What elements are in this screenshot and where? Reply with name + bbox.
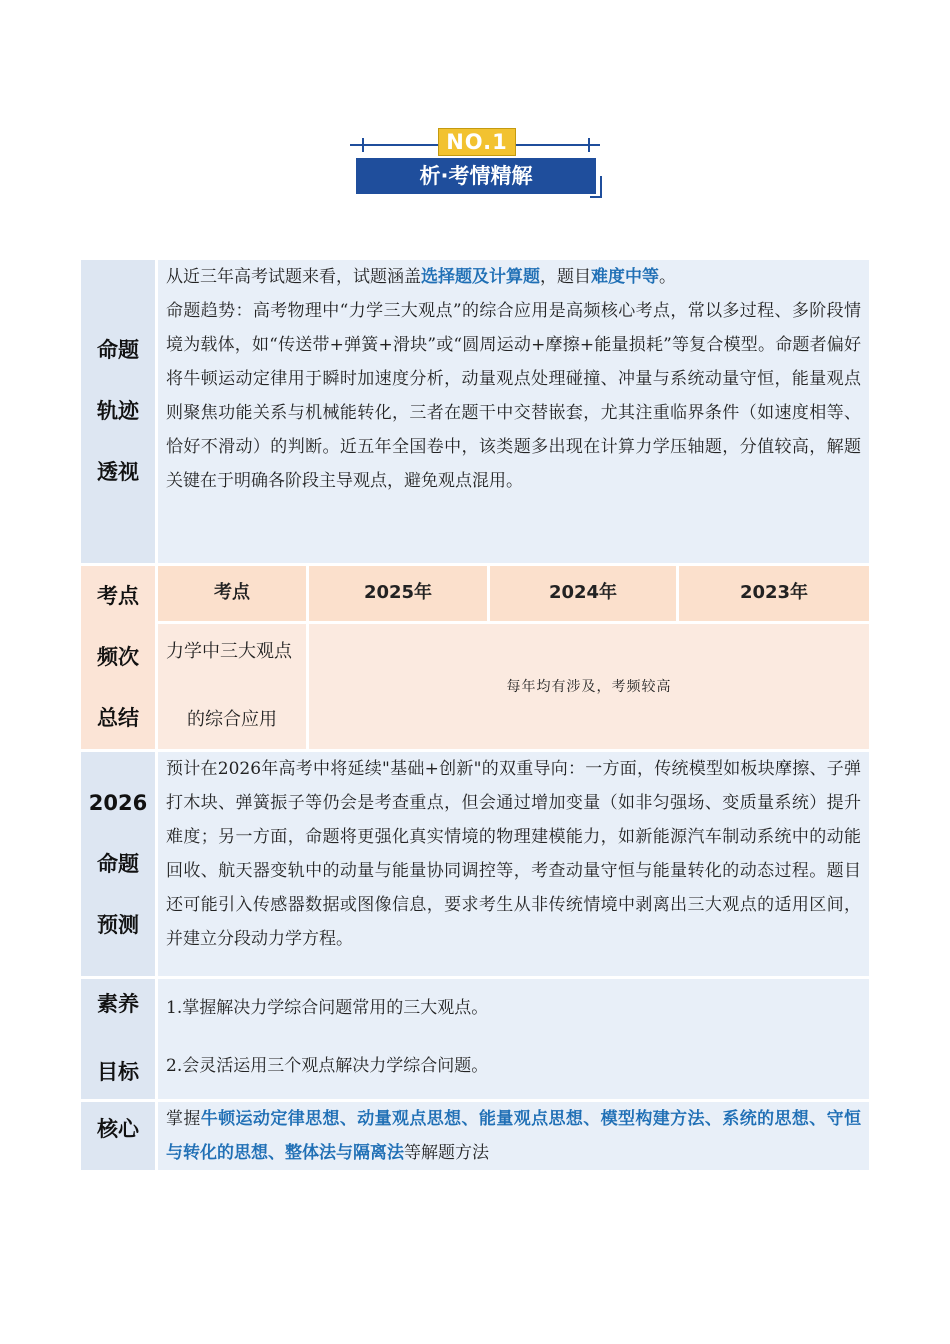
frequency-summary: 每年均有涉及，考频较高 <box>309 624 869 749</box>
label-line: 预测 <box>97 912 139 937</box>
row-trend <box>81 260 869 563</box>
core-content <box>158 1102 869 1170</box>
highlight-difficulty: 难度中等 <box>591 267 659 287</box>
highlight-question-types: 选择题及计算题 <box>421 267 540 287</box>
label-line: 命题 <box>97 851 139 876</box>
section-title: 析·考情精解 <box>356 158 596 194</box>
topic-line: 力学中三大观点 <box>166 641 292 663</box>
col-header-2023: 2023年 <box>679 566 869 621</box>
row-label-forecast <box>81 752 155 976</box>
section-number: NO.1 <box>438 128 516 156</box>
row-label-frequency <box>81 566 155 749</box>
row-label-trend <box>81 260 155 563</box>
text: ，题目 <box>540 267 591 287</box>
topic-line: 的综合应用 <box>187 709 277 731</box>
badge-tick-right <box>588 138 590 152</box>
badge-corner <box>590 176 602 198</box>
label-line: 透视 <box>97 460 139 484</box>
trend-content <box>158 260 869 563</box>
row-frequency-body <box>81 624 869 749</box>
forecast-content: 预计在2026年高考中将延续"基础+创新"的双重导向：一方面，传统模型如板块摩擦、子弹打木块、弹簧振子等仍会是考查重点，但会通过增加变量（如非匀强场、变质量系统）提升难度；另一方面，命题将更强化真实情境的物理建模能力，如新能源汽车制动系统中的动能回收、航天器变轨中的动量与能量协同调控等，考查动量守恒与能量转化的动态过程。题目还可能引入传感器数据或图像信息，要求考生从非传统情境中剥离出三大观点的适用区间，并建立分段动力学方程。 <box>158 752 869 976</box>
col-header-2025: 2025年 <box>309 566 487 621</box>
trend-summary <box>166 260 861 294</box>
label-line: 轨迹 <box>97 399 139 423</box>
row-literacy <box>81 979 869 1099</box>
section-badge <box>350 128 600 198</box>
label-line: 总结 <box>97 706 139 730</box>
exam-analysis-table <box>78 257 872 1173</box>
label-line: 核心 <box>97 1117 139 1141</box>
label-line: 频次 <box>97 645 139 669</box>
row-label-literacy <box>81 979 155 1099</box>
literacy-content <box>158 979 869 1099</box>
text: 。 <box>659 267 676 287</box>
label-line: 2026 <box>88 790 148 815</box>
text: 等解题方法 <box>404 1143 489 1163</box>
row-forecast <box>81 752 869 976</box>
label-line: 命题 <box>97 338 139 362</box>
badge-tick-left <box>362 138 364 152</box>
row-core <box>81 1102 869 1170</box>
row-frequency-header <box>81 566 869 621</box>
col-header-topic: 考点 <box>158 566 306 621</box>
label-line: 考点 <box>97 584 139 608</box>
literacy-item: 1.掌握解决力学综合问题常用的三大观点。 <box>166 998 489 1018</box>
row-label-core <box>81 1102 155 1170</box>
trend-detail: 命题趋势：高考物理中“力学三大观点”的综合应用是高频核心考点，常以多过程、多阶段情境为载体，如“传送带+弹簧+滑块”或“圆周运动+摩擦+能量损耗”等复合模型。命题者偏好将牛顿运动定律用于瞬时加速度分析，动量观点处理碰撞、冲量与系统动量守恒，能量观点则聚焦功能关系与机械能转化，三者在题干中交替嵌套，尤其注重临界条件（如速度相等、恰好不滑动）的判断。近五年全国卷中，该类题多出现在计算力学压轴题，分值较高，解题关键在于明确各阶段主导观点，避免观点混用。 <box>166 301 861 491</box>
highlight-core-methods: 牛顿运动定律思想、动量观点思想、能量观点思想、模型构建方法、系统的思想、守恒与转化的思想、整体法与隔离法 <box>166 1109 862 1163</box>
label-line: 目标 <box>97 1060 139 1084</box>
col-header-2024: 2024年 <box>490 566 676 621</box>
topic-cell <box>158 624 306 749</box>
literacy-item: 2.会灵活运用三个观点解决力学综合问题。 <box>166 1056 489 1076</box>
label-line: 素养 <box>97 992 139 1016</box>
text: 掌握 <box>166 1109 201 1129</box>
text: 从近三年高考试题来看，试题涵盖 <box>166 267 421 287</box>
